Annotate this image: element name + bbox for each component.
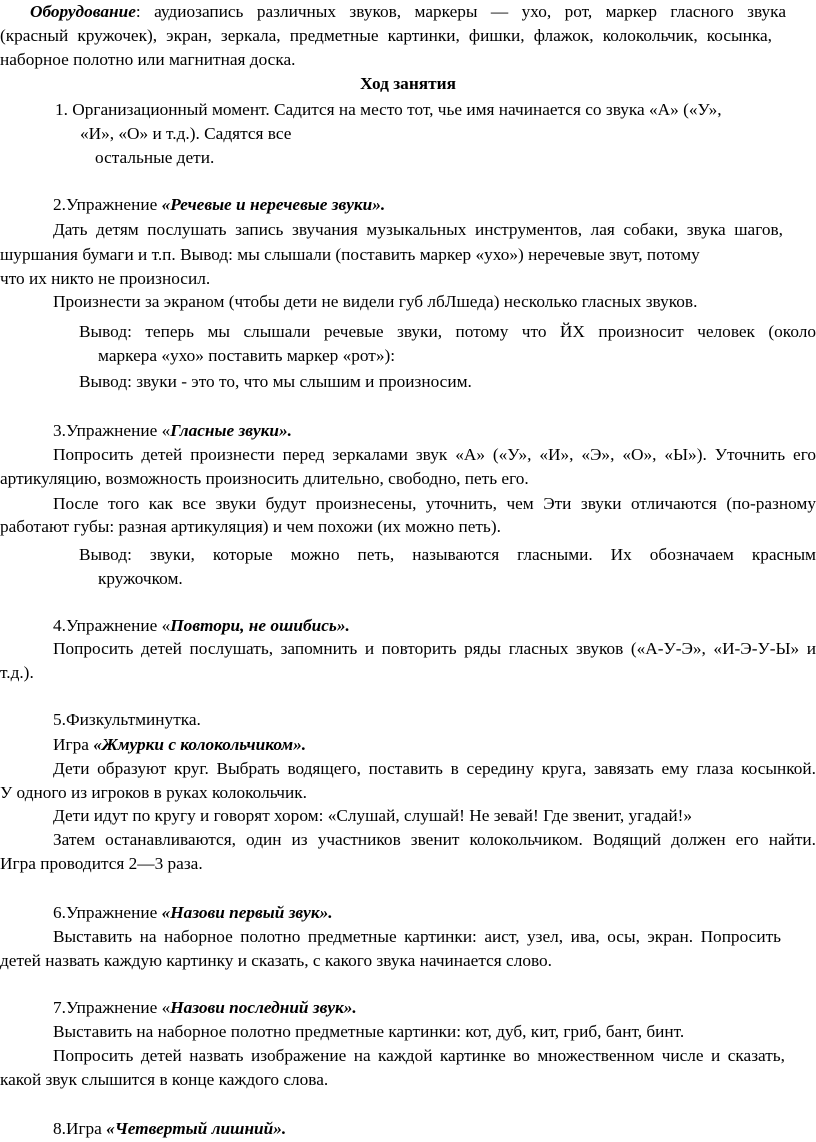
section-6-para-1: Выставить на наборное полотно предметные картинки: аист, узел, ива, осы, экран. Попросить (53, 927, 781, 946)
item-1-line-3: остальные дети. (95, 148, 215, 167)
section-3-para-4: работают губы: разная артикуляция) и чем похожи (их можно петь). (0, 517, 501, 536)
equipment-label: Оборудование (30, 2, 136, 21)
section-5-para-5: Игра проводится 2—3 раза. (0, 854, 203, 873)
section-5-para-1: Дети образуют круг. Выбрать водящего, поставить в середину круга, завязать ему глаза косынкой. (53, 759, 816, 778)
section-4-para-1: Попросить детей послушать, запомнить и повторить ряды гласных звуков («А-У-Э», «И-Э-У-Ы» и (53, 639, 816, 658)
equipment-line-2: (красный кружочек), экран, зеркала, предметные картинки, фишки, флажок, колокольчик, косынка, (0, 26, 772, 45)
section-4-para-2: т.д.). (0, 663, 34, 682)
section-2-conclusion-2: Вывод: звуки - это то, что мы слышим и произносим. (79, 372, 472, 391)
section-2-conclusion-1: Вывод: теперь мы слышали речевые звуки, потому что ЙХ произносит человек (около (79, 322, 816, 341)
section-2-title: 2.Упражнение «Речевые и неречевые звуки». (53, 195, 386, 214)
section-7-para-2: Попросить детей назвать изображение на каждой картинке во множественном числе и сказать, (53, 1046, 785, 1065)
section-2-para-3: что их никто не произносил. (0, 269, 211, 288)
section-4-title: 4.Упражнение «Повтори, не ошибись». (53, 616, 350, 635)
section-5-para-4: Затем останавливаются, один из участников звенит колокольчиком. Водящий должен его найти. (53, 830, 816, 849)
section-7-para-3: какой звук слышится в конце каждого слова. (0, 1070, 329, 1089)
section-2-conclusion-1b: маркера «ухо» поставить маркер «рот»): (98, 346, 396, 365)
section-7-para-1: Выставить на наборное полотно предметные картинки: кот, дуб, кит, гриб, бант, бинт. (53, 1022, 685, 1041)
section-2-para-4: Произнести за экраном (чтобы дети не видели губ лбЛшеда) несколько гласных звуков. (53, 292, 698, 311)
section-3-para-2: артикуляцию, возможность произносить длительно, свободно, петь его. (0, 469, 529, 488)
item-1-line-2: «И», «О» и т.д.). Садятся все (80, 124, 292, 143)
lesson-heading: Ход занятия (360, 74, 456, 93)
equipment-line-3: наборное полотно или магнитная доска. (0, 50, 296, 69)
section-6-para-2: детей назвать каждую картинку и сказать, с какого звука начинается слово. (0, 951, 552, 970)
section-2-para-2: шуршания бумаги и т.п. Вывод: мы слышали (поставить маркер «ухо») неречевые звут, потому (0, 245, 700, 264)
section-5-para-3: Дети идут по кругу и говорят хором: «Слушай, слушай! Не зевай! Где звенит, угадай!» (53, 806, 693, 825)
item-1-line-1: 1. Организационный момент. Садится на место тот, чье имя начинается со звука «А» («У», (55, 100, 722, 119)
section-5-para-2: У одного из игроков в руках колокольчик. (0, 783, 307, 802)
section-3-title: 3.Упражнение «Гласные звуки». (53, 421, 292, 440)
section-3-para-1: Попросить детей произнести перед зеркалами звук «А» («У», «И», «Э», «О», «Ы»). Уточнить его (53, 445, 816, 464)
section-6-title: 6.Упражнение «Назови первый звук». (53, 903, 333, 922)
section-7-title: 7.Упражнение «Назови последний звук». (53, 998, 357, 1017)
section-3-conclusion-1: Вывод: звуки, которые можно петь, называются гласными. Их обозначаем красным (79, 545, 816, 564)
section-5-title: 5.Физкультминутка. (53, 710, 201, 729)
section-3-para-3: После того как все звуки будут произнесены, уточнить, чем Эти звуки отличаются (по-разному (53, 494, 816, 513)
section-2-para-1: Дать детям послушать запись звучания музыкальных инструментов, лая собаки, звука шагов, (53, 220, 783, 239)
section-5-game: Игра «Жмурки с колокольчиком». (53, 735, 307, 754)
equipment-line-1: Оборудование: аудиозапись различных звуков, маркеры — ухо, рот, маркер гласного звука (30, 2, 786, 21)
section-8-title: 8.Игра «Четвертый лишний». (53, 1119, 287, 1138)
section-3-conclusion-1b: кружочком. (98, 569, 183, 588)
